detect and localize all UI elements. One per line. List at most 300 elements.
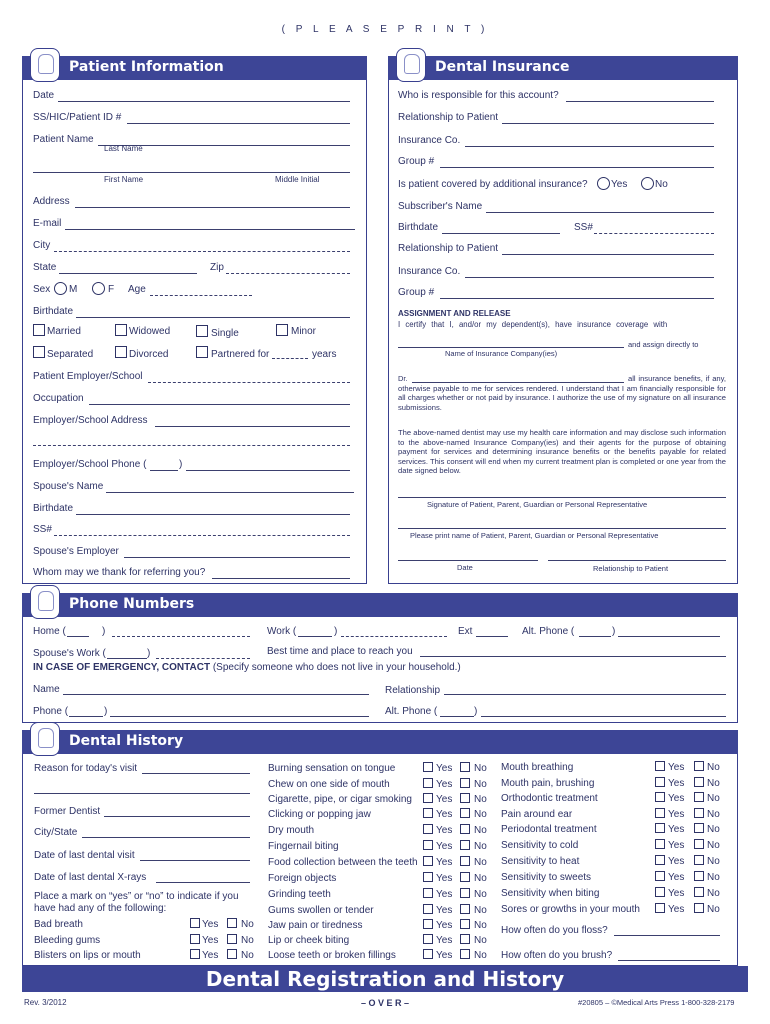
relationship2-field[interactable] — [502, 254, 714, 255]
additional-no-label: No — [655, 179, 668, 190]
emergency-relationship-field[interactable] — [444, 694, 726, 695]
no-checkbox[interactable] — [694, 903, 704, 913]
yes-label: Yes — [202, 950, 219, 961]
no-label: No — [707, 778, 720, 789]
last-visit-label: Date of last dental visit — [34, 850, 135, 861]
no-label: No — [474, 779, 487, 790]
email-field[interactable] — [65, 229, 355, 230]
middle-initial-caption: Middle Initial — [275, 175, 320, 184]
years-label: years — [312, 349, 337, 360]
address-label: Address — [33, 196, 70, 207]
right-item: Mouth breathing — [501, 762, 574, 773]
first-name-caption: First Name — [104, 175, 144, 184]
sign-date-field[interactable] — [398, 560, 538, 561]
spouse-work-close: ) — [147, 648, 151, 659]
widowed-label: Widowed — [129, 326, 171, 337]
section-title: Dental History — [69, 733, 184, 749]
additional-yes-label: Yes — [611, 179, 628, 190]
spouse-employer-label: Spouse's Employer — [33, 546, 119, 557]
over-label: – O V E R – — [360, 998, 410, 1008]
yes-label: Yes — [436, 763, 453, 774]
employer-school-field[interactable] — [148, 382, 350, 383]
no-label: No — [707, 824, 720, 835]
employer-school-label: Patient Employer/School — [33, 371, 143, 382]
dental-insurance-header — [388, 56, 738, 80]
no-checkbox[interactable] — [460, 824, 470, 834]
alt-phone-label: Alt. Phone ( — [522, 626, 575, 637]
last-visit-field[interactable] — [140, 860, 250, 861]
reason-field[interactable] — [142, 773, 250, 774]
yes-checkbox[interactable] — [423, 856, 433, 866]
yes-checkbox[interactable] — [655, 823, 665, 833]
birthdate-label: Birthdate — [33, 306, 74, 317]
occupation-field[interactable] — [89, 404, 350, 405]
reason-label: Reason for today's visit — [34, 763, 138, 774]
age-field[interactable] — [150, 295, 252, 296]
patient-name-label: Patient Name — [33, 134, 94, 145]
yes-checkbox[interactable] — [655, 855, 665, 865]
yes-label: Yes — [668, 809, 685, 820]
additional-insurance-label: Is patient covered by additional insurance? — [398, 179, 588, 190]
please-print-heading: ( P L E A S E P R I N T ) — [281, 24, 489, 35]
subscriber-field[interactable] — [486, 212, 714, 213]
married-checkbox[interactable] — [33, 324, 45, 336]
no-checkbox[interactable] — [694, 792, 704, 802]
divorced-label: Divorced — [129, 349, 169, 360]
home-phone-close: ) — [102, 626, 106, 637]
floss-label: How often do you floss? — [501, 925, 608, 936]
emergency-relationship-label: Relationship — [385, 685, 441, 696]
no-checkbox[interactable] — [460, 793, 470, 803]
best-time-field[interactable] — [420, 656, 726, 657]
revision-label: Rev. 3/2012 — [24, 998, 67, 1007]
no-checkbox[interactable] — [694, 871, 704, 881]
spouse-work-label: Spouse's Work ( — [33, 648, 106, 659]
no-checkbox[interactable] — [460, 949, 470, 959]
yes-label: Yes — [668, 856, 685, 867]
former-dentist-field[interactable] — [104, 816, 250, 817]
spouse-work-area-field[interactable] — [107, 658, 147, 659]
group2-label: Group # — [398, 287, 435, 298]
yes-label: Yes — [436, 889, 453, 900]
yes-checkbox[interactable] — [423, 762, 433, 772]
no-checkbox[interactable] — [460, 840, 470, 850]
no-label: No — [707, 809, 720, 820]
employer-phone-close: ) — [179, 459, 183, 470]
yes-label: Yes — [436, 841, 453, 852]
footer-title: Dental Registration and History — [22, 966, 748, 992]
work-phone-close: ) — [334, 626, 338, 637]
no-label: No — [707, 856, 720, 867]
employer-address-field[interactable] — [155, 426, 350, 427]
phone-numbers-header — [22, 593, 738, 617]
separated-label: Separated — [47, 349, 94, 360]
mid-item: Lip or cheek biting — [268, 935, 350, 946]
mid-item: Loose teeth or broken fillings — [268, 950, 396, 961]
emergency-alt-area[interactable] — [440, 716, 474, 717]
no-checkbox[interactable] — [460, 919, 470, 929]
patient-information-header — [22, 56, 367, 80]
partnered-label: Partnered for — [211, 349, 270, 360]
mid-item: Cigarette, pipe, or cigar smoking — [268, 794, 412, 805]
no-label: No — [474, 950, 487, 961]
alt-phone-field[interactable] — [618, 636, 720, 637]
yes-checkbox[interactable] — [190, 934, 200, 944]
yes-label: Yes — [436, 779, 453, 790]
ext-label: Ext — [458, 626, 473, 637]
no-checkbox[interactable] — [694, 823, 704, 833]
right-item: Sores or growths in your mouth — [501, 904, 640, 915]
spouse-ss-label: SS# — [33, 524, 52, 535]
yes-label: Yes — [436, 950, 453, 961]
no-label: No — [474, 841, 487, 852]
email-label: E-mail — [33, 218, 62, 229]
citystate-label: City/State — [34, 827, 78, 838]
sub-ss-field[interactable] — [594, 233, 714, 234]
last-xrays-label: Date of last dental X-rays — [34, 872, 147, 883]
employer-phone-label: Employer/School Phone ( — [33, 459, 147, 470]
no-label: No — [474, 935, 487, 946]
work-phone-label: Work ( — [267, 626, 297, 637]
insurance-company-field[interactable] — [398, 347, 624, 348]
no-label: No — [474, 889, 487, 900]
insurance-co2-label: Insurance Co. — [398, 266, 461, 277]
yes-label: Yes — [436, 905, 453, 916]
home-area-field[interactable] — [67, 636, 89, 637]
no-label: No — [707, 872, 720, 883]
mid-item: Clicking or popping jaw — [268, 809, 371, 820]
emergency-phone-close: ) — [104, 706, 108, 717]
emergency-bold: IN CASE OF EMERGENCY, CONTACT — [33, 662, 211, 673]
insurance-co-label: Insurance Co. — [398, 135, 461, 146]
city-field[interactable] — [54, 251, 350, 252]
employer-address-line2[interactable] — [33, 445, 350, 446]
benefits-paragraph: all insurance benefits, if any, otherwise payable to me for services rendered. I understand that I am financially responsible for all charges whether or not paid by insurance. I authorize the use of my signature on all insurance submissions. — [398, 374, 726, 412]
yes-checkbox[interactable] — [423, 934, 433, 944]
signature-caption: Signature of Patient, Parent, Guardian or Personal Representative — [427, 500, 648, 509]
yes-label: Yes — [668, 840, 685, 851]
no-checkbox[interactable] — [694, 855, 704, 865]
no-label: No — [707, 840, 720, 851]
yes-checkbox[interactable] — [423, 808, 433, 818]
no-checkbox[interactable] — [694, 839, 704, 849]
left-item: Bleeding gums — [34, 935, 101, 946]
yes-checkbox[interactable] — [423, 919, 433, 929]
subscriber-label: Subscriber's Name — [398, 201, 483, 212]
birthdate-field[interactable] — [76, 317, 350, 318]
yes-checkbox[interactable] — [423, 778, 433, 788]
first-name-field[interactable] — [33, 172, 350, 173]
sub-birthdate-field[interactable] — [442, 233, 560, 234]
yes-label: Yes — [668, 904, 685, 915]
form-code-label: #20805 – ©Medical Arts Press 1-800-328-2179 — [578, 998, 735, 1007]
additional-yes-radio[interactable] — [597, 177, 610, 190]
separated-checkbox[interactable] — [33, 346, 45, 358]
sub-ss-label: SS# — [574, 222, 593, 233]
no-checkbox[interactable] — [694, 808, 704, 818]
no-label: No — [474, 857, 487, 868]
floss-field[interactable] — [614, 935, 720, 936]
right-item: Sensitivity to sweets — [501, 872, 592, 883]
tooth-icon — [396, 48, 426, 82]
relationship-field[interactable] — [502, 123, 714, 124]
emergency-name-field[interactable] — [63, 694, 369, 695]
occupation-label: Occupation — [33, 393, 84, 404]
yes-label: Yes — [436, 794, 453, 805]
emergency-alt-field[interactable] — [481, 716, 726, 717]
no-label: No — [707, 762, 720, 773]
yes-checkbox[interactable] — [655, 777, 665, 787]
group-label: Group # — [398, 156, 435, 167]
sign-relationship-caption: Relationship to Patient — [593, 564, 669, 573]
insurance-co2-field[interactable] — [465, 277, 714, 278]
mid-item: Grinding teeth — [268, 889, 331, 900]
group-field[interactable] — [440, 167, 714, 168]
married-label: Married — [47, 326, 81, 337]
no-checkbox[interactable] — [227, 934, 237, 944]
no-checkbox[interactable] — [227, 949, 237, 959]
date-label: Date — [33, 90, 55, 101]
no-label: No — [707, 904, 720, 915]
zip-field[interactable] — [226, 273, 350, 274]
sign-relationship-field[interactable] — [548, 560, 726, 561]
responsible-field[interactable] — [566, 101, 714, 102]
print-name-caption: Please print name of Patient, Parent, Guardian or Personal Representative — [410, 531, 659, 540]
sex-m-radio[interactable] — [54, 282, 67, 295]
referral-field[interactable] — [212, 578, 350, 579]
yes-checkbox[interactable] — [423, 949, 433, 959]
former-dentist-label: Former Dentist — [34, 806, 101, 817]
yes-checkbox[interactable] — [423, 840, 433, 850]
yes-label: Yes — [436, 873, 453, 884]
assign-directly-label: and assign directly to — [628, 340, 699, 349]
state-field[interactable] — [59, 273, 197, 274]
yes-label: Yes — [668, 793, 685, 804]
yes-label: Yes — [668, 824, 685, 835]
no-checkbox[interactable] — [694, 761, 704, 771]
no-checkbox[interactable] — [227, 918, 237, 928]
tooth-icon — [30, 585, 60, 619]
yes-label: Yes — [668, 872, 685, 883]
right-item: Pain around ear — [501, 809, 573, 820]
yes-label: Yes — [202, 935, 219, 946]
employer-phone-field[interactable] — [186, 470, 350, 471]
single-label: Single — [211, 328, 239, 339]
patient-id-label: SS/HIC/Patient ID # — [33, 112, 122, 123]
yes-checkbox[interactable] — [190, 949, 200, 959]
no-checkbox[interactable] — [460, 934, 470, 944]
no-checkbox[interactable] — [460, 778, 470, 788]
home-phone-field[interactable] — [112, 636, 250, 637]
no-checkbox[interactable] — [694, 887, 704, 897]
spouse-name-field[interactable] — [106, 492, 354, 493]
mid-item: Dry mouth — [268, 825, 315, 836]
yes-label: Yes — [668, 762, 685, 773]
spouse-birthdate-field[interactable] — [76, 514, 350, 515]
address-field[interactable] — [75, 207, 350, 208]
right-item: Mouth pain, brushing — [501, 778, 595, 789]
instructions-text: Place a mark on “yes” or “no” to indicate if you have had any of the following: — [34, 891, 239, 914]
signature-field[interactable] — [398, 497, 726, 498]
left-item: Bad breath — [34, 919, 83, 930]
additional-no-radio[interactable] — [641, 177, 654, 190]
widowed-checkbox[interactable] — [115, 324, 127, 336]
mid-item: Jaw pain or tiredness — [268, 920, 363, 931]
emergency-phone-label: Phone ( — [33, 706, 69, 717]
emergency-phone-area[interactable] — [69, 716, 103, 717]
referral-label: Whom may we thank for referring you? — [33, 567, 206, 578]
brush-label: How often do you brush? — [501, 950, 613, 961]
dental-history-header — [22, 730, 738, 754]
no-checkbox[interactable] — [694, 777, 704, 787]
yes-label: Yes — [668, 888, 685, 899]
yes-checkbox[interactable] — [655, 808, 665, 818]
yes-checkbox[interactable] — [655, 887, 665, 897]
assignment-title: ASSIGNMENT AND RELEASE — [398, 309, 511, 318]
section-title: Dental Insurance — [435, 59, 570, 75]
city-label: City — [33, 240, 51, 251]
spouse-ss-field[interactable] — [54, 535, 350, 536]
right-item: Sensitivity to cold — [501, 840, 579, 851]
employer-phone-area[interactable] — [150, 470, 178, 471]
right-item: Sensitivity to heat — [501, 856, 580, 867]
spouse-birthdate-label: Birthdate — [33, 503, 74, 514]
no-checkbox[interactable] — [460, 856, 470, 866]
right-item: Periodontal treatment — [501, 824, 597, 835]
relationship-label: Relationship to Patient — [398, 112, 499, 123]
spouse-work-field[interactable] — [156, 658, 250, 659]
mid-item: Fingernail biting — [268, 841, 339, 852]
work-area-field[interactable] — [298, 636, 332, 637]
mid-item: Chew on one side of mouth — [268, 779, 390, 790]
alt-area-field[interactable] — [579, 636, 611, 637]
no-label: No — [474, 825, 487, 836]
yes-checkbox[interactable] — [423, 904, 433, 914]
last-xrays-field[interactable] — [156, 882, 250, 883]
yes-label: Yes — [436, 920, 453, 931]
sign-date-caption: Date — [457, 563, 473, 572]
no-checkbox[interactable] — [460, 872, 470, 882]
no-label: No — [474, 809, 487, 820]
yes-checkbox[interactable] — [423, 872, 433, 882]
no-label: No — [474, 920, 487, 931]
spouse-name-label: Spouse's Name — [33, 481, 104, 492]
yes-checkbox[interactable] — [423, 888, 433, 898]
no-label: No — [241, 935, 254, 946]
right-item: Orthodontic treatment — [501, 793, 598, 804]
employer-address-label: Employer/School Address — [33, 415, 148, 426]
no-label: No — [241, 950, 254, 961]
mid-item: Foreign objects — [268, 873, 337, 884]
mid-item: Food collection between the teeth — [268, 857, 418, 868]
group2-field[interactable] — [440, 298, 714, 299]
work-phone-field[interactable] — [341, 636, 447, 637]
left-item: Blisters on lips or mouth — [34, 950, 141, 961]
right-item: Sensitivity when biting — [501, 888, 600, 899]
reason-field-line2[interactable] — [34, 793, 250, 794]
insurance-co-field[interactable] — [465, 146, 714, 147]
yes-label: Yes — [436, 935, 453, 946]
yes-label: Yes — [436, 809, 453, 820]
yes-checkbox[interactable] — [423, 793, 433, 803]
sex-f-label: F — [108, 284, 115, 295]
tooth-icon — [30, 722, 60, 756]
best-time-label: Best time and place to reach you — [267, 646, 413, 657]
yes-checkbox[interactable] — [190, 918, 200, 928]
yes-checkbox[interactable] — [655, 761, 665, 771]
yes-checkbox[interactable] — [655, 871, 665, 881]
section-title: Patient Information — [69, 59, 224, 75]
emergency-note: (Specify someone who does not live in your household.) — [210, 662, 461, 673]
dentist-paragraph: The above-named dentist may use my health care information and may disclose such information to the above-named Insurance Company(ies) and their agents for the purpose of obtaining payment for services and determining insurance benefits or the benefits payable for related services. This consent will end when my current treatment plan is completed or one year from the date signed below. — [398, 428, 726, 476]
sex-m-label: M — [69, 284, 78, 295]
sub-birthdate-label: Birthdate — [398, 222, 439, 233]
home-phone-label: Home ( — [33, 626, 66, 637]
yes-label: Yes — [668, 778, 685, 789]
section-title: Phone Numbers — [69, 596, 195, 612]
assignment-line1: I certify that I, and/or my dependent(s), have insurance coverage with — [398, 320, 668, 329]
minor-label: Minor — [291, 326, 317, 337]
mid-item: Burning sensation on tongue — [268, 763, 396, 774]
no-checkbox[interactable] — [460, 888, 470, 898]
no-label: No — [474, 794, 487, 805]
no-checkbox[interactable] — [460, 904, 470, 914]
single-checkbox[interactable] — [196, 325, 208, 337]
age-label: Age — [128, 284, 146, 295]
alt-phone-close: ) — [612, 626, 616, 637]
yes-checkbox[interactable] — [655, 839, 665, 849]
relationship2-label: Relationship to Patient — [398, 243, 499, 254]
partnered-checkbox[interactable] — [196, 346, 208, 358]
print-name-field[interactable] — [398, 528, 726, 529]
dr-label: Dr. — [398, 374, 408, 383]
brush-field[interactable] — [618, 960, 720, 961]
patient-id-field[interactable] — [127, 123, 350, 124]
yes-checkbox[interactable] — [655, 792, 665, 802]
spouse-employer-field[interactable] — [124, 557, 350, 558]
no-label: No — [474, 763, 487, 774]
yes-checkbox[interactable] — [423, 824, 433, 834]
no-label: No — [707, 888, 720, 899]
divorced-checkbox[interactable] — [115, 346, 127, 358]
ext-field[interactable] — [476, 636, 508, 637]
emergency-phone-field[interactable] — [110, 716, 369, 717]
date-field[interactable] — [58, 101, 350, 102]
state-label: State — [33, 262, 57, 273]
company-caption: Name of Insurance Company(ies) — [445, 349, 558, 358]
no-label: No — [241, 919, 254, 930]
tooth-icon — [30, 48, 60, 82]
citystate-field[interactable] — [82, 837, 250, 838]
minor-checkbox[interactable] — [276, 324, 288, 336]
responsible-label: Who is responsible for this account? — [398, 90, 559, 101]
yes-label: Yes — [436, 857, 453, 868]
no-checkbox[interactable] — [460, 762, 470, 772]
yes-checkbox[interactable] — [655, 903, 665, 913]
sex-f-radio[interactable] — [92, 282, 105, 295]
mid-item: Gums swollen or tender — [268, 905, 374, 916]
partnered-years-field[interactable] — [272, 358, 308, 359]
no-label: No — [474, 873, 487, 884]
emergency-name-label: Name — [33, 684, 60, 695]
sex-label: Sex — [33, 284, 51, 295]
no-checkbox[interactable] — [460, 808, 470, 818]
no-label: No — [474, 905, 487, 916]
emergency-alt-label: Alt. Phone ( — [385, 706, 438, 717]
yes-label: Yes — [436, 825, 453, 836]
emergency-heading — [33, 662, 461, 673]
zip-label: Zip — [210, 262, 224, 273]
